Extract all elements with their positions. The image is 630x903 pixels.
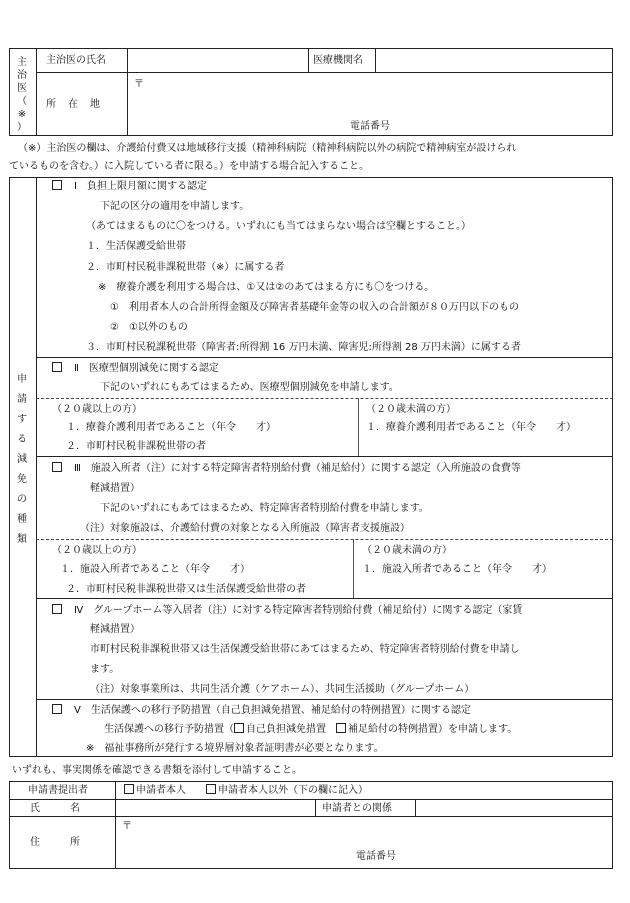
section-2-left-1: １．療養介護利用者であること（年令 才） (66, 422, 276, 433)
section-1-line-2: （あてはまるものに〇をつける。いずれにも当てはまらない場合は空欄とすること。） (86, 221, 471, 232)
section-2-line-1: 下記のいずれにもあてはまるため、医療型個別減免を申請します。 (100, 382, 399, 393)
reduction-side-label: 申 請 す る 減 免 の 種 類 (17, 374, 27, 545)
physician-phone-label: 電話番号 (350, 121, 390, 132)
supplementary-benefit-checkbox[interactable] (336, 723, 346, 733)
section-4-title: Ⅳ グループホーム等入居者（注）に対する特定障害者特別給付費（補足給付）に関する認定（家賃 (52, 604, 522, 617)
section-2-right-1: １．療養介護利用者であること（年令 才） (366, 422, 576, 433)
section-2-right-head: （２０歳未満の方） (366, 404, 456, 415)
section-3-left-2: ２．市町村民税非課税世帯又は生活保護受給世帯の者 (66, 584, 306, 595)
section-1-checkbox[interactable] (52, 180, 62, 190)
section-2-left-head: （２０歳以上の方） (52, 404, 142, 415)
postal-mark: 〒 (134, 79, 144, 90)
self-burden-checkbox[interactable] (234, 723, 244, 733)
section-1-line-4: ２．市町村民税非課税世帯（※）に属する者 (86, 262, 285, 273)
section-3-title-2: 軽減措置） (90, 483, 140, 494)
section-4-title-2: 軽減措置） (90, 624, 140, 635)
section-2-left-2: ２．市町村民税非課税世帯の者 (66, 441, 206, 452)
section-4-line-1b: ます。 (90, 664, 120, 675)
attach-note: いずれも、事実関係を確認できる書類を添付して申請すること。 (12, 765, 302, 776)
section-3-title: Ⅲ 施設入所者（注）に対する特定障害者特別給付費（補足給付）に関する認定（入所施設の食費等 (52, 462, 521, 475)
section-3-left-head: （２０歳以上の方） (52, 545, 142, 556)
relation-label: 申請者との関係 (322, 803, 392, 814)
submitter-address-label: 住 所 (30, 837, 80, 848)
section-3-left-1: １．施設入所者であること（年令 才） (60, 564, 250, 575)
submitter-phone-label: 電話番号 (356, 851, 396, 862)
section-3-right-head: （２０歳未満の方） (362, 545, 452, 556)
section-1-line-1: 下記の区分の適用を申請します。 (100, 201, 250, 212)
submitter-options: 申請者本人 申請者本人以外（下の欄に記入） (124, 784, 368, 797)
section-1-line-6: ① 利用者本人の合計所得金額及び障害者基礎年金等の収入の合計額が８０万円以下のもの (110, 302, 519, 313)
section-1-line-5: ※ 療養介護を利用する場合は、①又は②のあてはまる方にも〇をつける。 (98, 282, 435, 293)
submitter-label: 申請書提出者 (28, 785, 88, 796)
section-3-checkbox[interactable] (52, 462, 62, 472)
section-5-checkbox[interactable] (52, 704, 62, 714)
section-1-line-3: １．生活保護受給世帯 (86, 241, 186, 252)
section-1-line-8: ３．市町村民税課税世帯（障害者:所得割 16 万円未満、障害児:所得割 28 万円未満）に属する者 (86, 342, 521, 353)
physician-address-label: 所 在 地 (46, 99, 101, 110)
physician-name-label: 主治医の氏名 (46, 55, 106, 66)
section-4-line-1: 市町村民税非課税世帯又は生活保護受給世帯にあてはまるため、特定障害者特別給付費を申請し (90, 644, 520, 655)
physician-side-label: 主 治 医 （ ※ ） (17, 57, 27, 133)
other-checkbox[interactable] (206, 784, 216, 794)
submitter-name-label: 氏 名 (30, 803, 80, 814)
submitter-postal-mark: 〒 (122, 821, 132, 832)
section-1-line-7: ② ①以外のもの (110, 322, 188, 333)
section-3-line-2: （注）対象施設は、介護給付費の対象となる入所施設（障害者支援施設） (80, 523, 410, 534)
physician-note-line-1: （※）主治医の欄は、介護給付費又は地域移行支援（精神科病院（精神科病院以外の病院で精神病室が設けられ (18, 143, 517, 154)
section-5-line-2: ※ 福祉事務所が発行する境界層対象者証明書が必要となります。 (86, 743, 384, 754)
section-4-line-2: （注）対象事業所は、共同生活介護（ケアホーム）、共同生活援助（グループホーム） (90, 684, 475, 695)
physician-note-line-2: ているものを含む。）に入院している者に限る。）を申請する場合記入すること。 (9, 161, 369, 172)
section-3-line-1: 下記のいずれにもあてはまるため、特定障害者特別給付費を申請します。 (100, 503, 429, 514)
institution-label: 医療機関名 (313, 55, 363, 66)
section-5-title: Ⅴ 生活保護への移行予防措置（自己負担減免措置、補足給付の特例措置）に関する認定 (52, 704, 471, 717)
section-3-right-1: １．施設入所者であること（年令 才） (362, 564, 552, 575)
section-1-title: Ⅰ 負担上限月額に関する認定 (52, 180, 207, 193)
section-2-checkbox[interactable] (52, 362, 62, 372)
section-2-title: Ⅱ 医療型個別減免に関する認定 (52, 362, 219, 375)
section-5-line-1: 生活保護への移行予防措置（ 自己負担減免措置 補足給付の特例措置）を申請します。 (104, 724, 518, 735)
section-4-checkbox[interactable] (52, 604, 62, 614)
self-checkbox[interactable] (124, 784, 134, 794)
